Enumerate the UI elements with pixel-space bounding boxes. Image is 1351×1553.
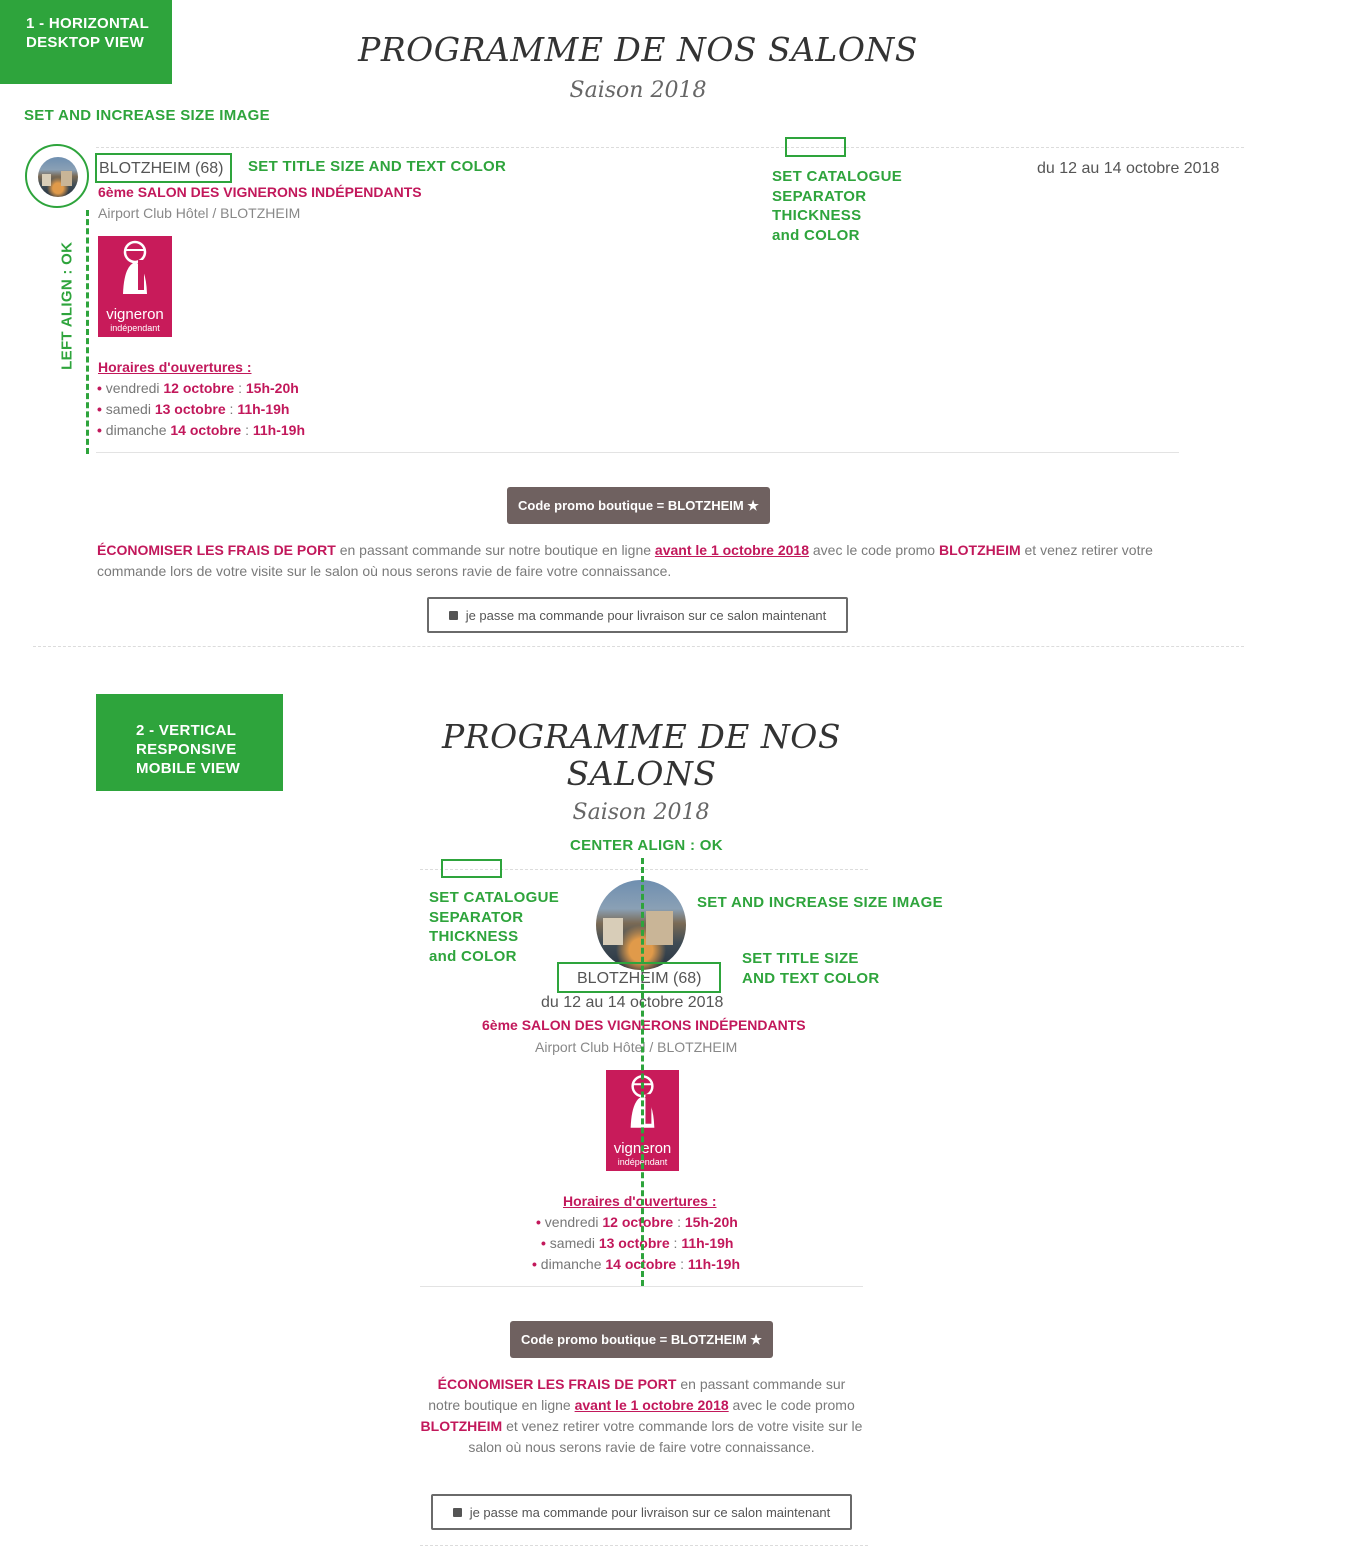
- logo-sub: indépendant: [617, 1157, 668, 1167]
- deadline-link[interactable]: avant le 1 octobre 2018: [574, 1397, 729, 1413]
- opening-hour-line: [97, 399, 289, 420]
- hour-time: 11h-19h: [687, 1256, 741, 1272]
- salon-name: 6ème SALON DES VIGNERONS INDÉPENDANTS: [98, 184, 422, 200]
- shipping-text: avec le code promo: [728, 1397, 855, 1413]
- winemaker-icon: [98, 236, 172, 308]
- salon-venue: Airport Club Hôtel / BLOTZHEIM: [98, 205, 301, 221]
- vigneron-logo: [98, 236, 172, 337]
- bullet: •: [532, 1256, 537, 1272]
- bullet: •: [541, 1235, 546, 1251]
- photo-house: [42, 174, 51, 186]
- mobile-salon-venue: Airport Club Hôtel / BLOTZHEIM: [535, 1039, 738, 1055]
- hour-sep: :: [234, 380, 246, 396]
- opening-hours-title: Horaires d'ouvertures :: [98, 359, 252, 375]
- opening-hour-line: [97, 420, 305, 441]
- note-separator-line: SEPARATOR: [772, 187, 867, 205]
- note-separator-line: SET CATALOGUE: [429, 889, 560, 906]
- mobile-view-tag: [96, 694, 283, 791]
- note-separator-line: THICKNESS: [429, 928, 519, 945]
- hour-day: samedi: [549, 1235, 595, 1251]
- hour-date: 14 octobre: [605, 1256, 677, 1272]
- mobile-salon-date: du 12 au 14 octobre 2018: [541, 994, 724, 1011]
- hour-date: 12 octobre: [602, 1214, 674, 1230]
- mobile-view-tag-line2: RESPONSIVE: [136, 741, 237, 758]
- mobile-salon-bottom-separator: [420, 1286, 863, 1287]
- hour-day: dimanche: [105, 422, 167, 438]
- center-align-guide: [641, 858, 644, 1286]
- catalogue-separator-top: [96, 147, 1244, 148]
- basket-icon: [453, 1508, 462, 1517]
- separator-highlight-box: [785, 137, 846, 157]
- mobile-note-separator: [429, 888, 559, 966]
- shipping-lead: ÉCONOMISER LES FRAIS DE PORT: [437, 1376, 677, 1392]
- note-separator-line: and COLOR: [429, 947, 517, 965]
- page-title: PROGRAMME DE NOS SALONS: [358, 30, 918, 69]
- mobile-salon-name: 6ème SALON DES VIGNERONS INDÉPENDANTS: [482, 1017, 806, 1033]
- note-title-line: SET TITLE SIZE: [742, 950, 859, 967]
- deadline-link[interactable]: avant le 1 octobre 2018: [654, 542, 809, 558]
- section-divider: [33, 646, 1244, 647]
- note-title-size: SET TITLE SIZE AND TEXT COLOR: [248, 158, 507, 175]
- mobile-opening-hours-title: Horaires d'ouvertures :: [563, 1193, 717, 1209]
- mobile-order-button[interactable]: [431, 1494, 852, 1530]
- hour-sep: :: [669, 1235, 682, 1251]
- logo-sub: indépendant: [110, 323, 160, 333]
- hour-sep: :: [241, 422, 253, 438]
- note-separator-line: SET CATALOGUE: [772, 168, 903, 185]
- mobile-opening-hour-line: [541, 1233, 733, 1254]
- hour-day: dimanche: [540, 1256, 602, 1272]
- opening-hour-line: [97, 378, 299, 399]
- shipping-text: avec le code promo: [809, 542, 939, 558]
- promo-code-text: BLOTZHEIM: [420, 1418, 503, 1434]
- note-image-size: SET AND INCREASE SIZE IMAGE: [24, 107, 270, 124]
- photo-house: [646, 911, 673, 945]
- note-title-line: AND TEXT COLOR: [742, 969, 880, 987]
- hour-date: 14 octobre: [170, 422, 242, 438]
- mobile-separator-highlight-box: [441, 859, 502, 878]
- note-left-align: LEFT ALIGN : OK: [58, 241, 76, 370]
- mobile-section-bottom-divider: [420, 1545, 868, 1546]
- desktop-view-tag: [0, 0, 172, 84]
- shipping-text: en passant commande sur notre boutique en ligne: [428, 1376, 846, 1413]
- hour-date: 12 octobre: [163, 380, 235, 396]
- mobile-shipping-paragraph: [420, 1374, 863, 1458]
- desktop-view-tag-line1: 1 - HORIZONTAL: [26, 15, 150, 32]
- season-subtitle: Saison 2018: [569, 78, 707, 103]
- note-separator-line: and COLOR: [772, 226, 860, 244]
- note-center-align: CENTER ALIGN : OK: [570, 837, 723, 854]
- mobile-note-title-size: [742, 949, 880, 988]
- left-align-guide: [86, 210, 89, 454]
- hour-day: vendredi: [544, 1214, 599, 1230]
- shipping-lead: ÉCONOMISER LES FRAIS DE PORT: [97, 542, 336, 558]
- salon-photo: [38, 157, 78, 197]
- promo-code-button[interactable]: Code promo boutique = BLOTZHEIM ★: [507, 487, 770, 524]
- logo-word: vigneron: [106, 306, 164, 323]
- note-separator-line: SEPARATOR: [429, 908, 524, 926]
- hour-time: 11h-19h: [681, 1235, 734, 1251]
- desktop-view-tag-line2: DESKTOP VIEW: [26, 34, 145, 51]
- bullet: •: [536, 1214, 541, 1230]
- basket-icon: [449, 611, 458, 620]
- hour-time: 15h-20h: [684, 1214, 738, 1230]
- bullet: •: [97, 422, 102, 438]
- note-separator: [772, 167, 902, 245]
- mobile-page-title-line2: SALONS: [566, 754, 717, 793]
- mobile-opening-hour-line: [532, 1254, 740, 1275]
- hour-day: samedi: [105, 401, 151, 417]
- shipping-text: en passant commande sur notre boutique en ligne: [335, 542, 655, 558]
- bullet: •: [97, 380, 102, 396]
- mobile-opening-hour-line: [536, 1212, 738, 1233]
- hour-time: 11h-19h: [252, 422, 306, 438]
- shipping-text: et venez retirer votre commande lors de votre visite sur le salon où nous serons ravie de faire votre connaissance.: [97, 542, 1153, 579]
- salon-bottom-separator: [96, 452, 1179, 453]
- mobile-view-tag-line1: 2 - VERTICAL: [136, 722, 237, 739]
- shipping-paragraph: [97, 540, 1177, 582]
- promo-code-text: BLOTZHEIM: [938, 542, 1021, 558]
- hour-sep: :: [673, 1214, 685, 1230]
- order-button[interactable]: [427, 597, 848, 633]
- mobile-page-title-line1: PROGRAMME DE NOS: [442, 717, 841, 756]
- hour-sep: :: [676, 1256, 688, 1272]
- mobile-view-tag-line3: MOBILE VIEW: [136, 760, 241, 777]
- photo-house: [61, 171, 72, 185]
- salon-city-title: BLOTZHEIM (68): [99, 160, 224, 177]
- hour-time: 11h-19h: [237, 401, 290, 417]
- order-button-label: je passe ma commande pour livraison sur ce salon maintenant: [465, 607, 827, 623]
- order-button-label: je passe ma commande pour livraison sur ce salon maintenant: [469, 1504, 831, 1520]
- bullet: •: [97, 401, 102, 417]
- hour-time: 15h-20h: [245, 380, 299, 396]
- mobile-season-subtitle: Saison 2018: [572, 800, 710, 825]
- hour-date: 13 octobre: [154, 401, 226, 417]
- mobile-promo-code-button[interactable]: Code promo boutique = BLOTZHEIM ★: [510, 1321, 773, 1358]
- logo-word: vigneron: [613, 1140, 672, 1157]
- hour-date: 13 octobre: [598, 1235, 670, 1251]
- hour-sep: :: [225, 401, 238, 417]
- note-separator-line: THICKNESS: [772, 207, 862, 224]
- salon-date: du 12 au 14 octobre 2018: [1037, 160, 1220, 177]
- shipping-text: et venez retirer votre commande lors de votre visite sur le salon où nous serons ravie de faire votre connaissance.: [468, 1418, 863, 1455]
- photo-house: [603, 918, 623, 945]
- mobile-salon-city-title: BLOTZHEIM (68): [577, 970, 702, 987]
- mobile-note-image-size: SET AND INCREASE SIZE IMAGE: [697, 894, 943, 911]
- hour-day: vendredi: [105, 380, 160, 396]
